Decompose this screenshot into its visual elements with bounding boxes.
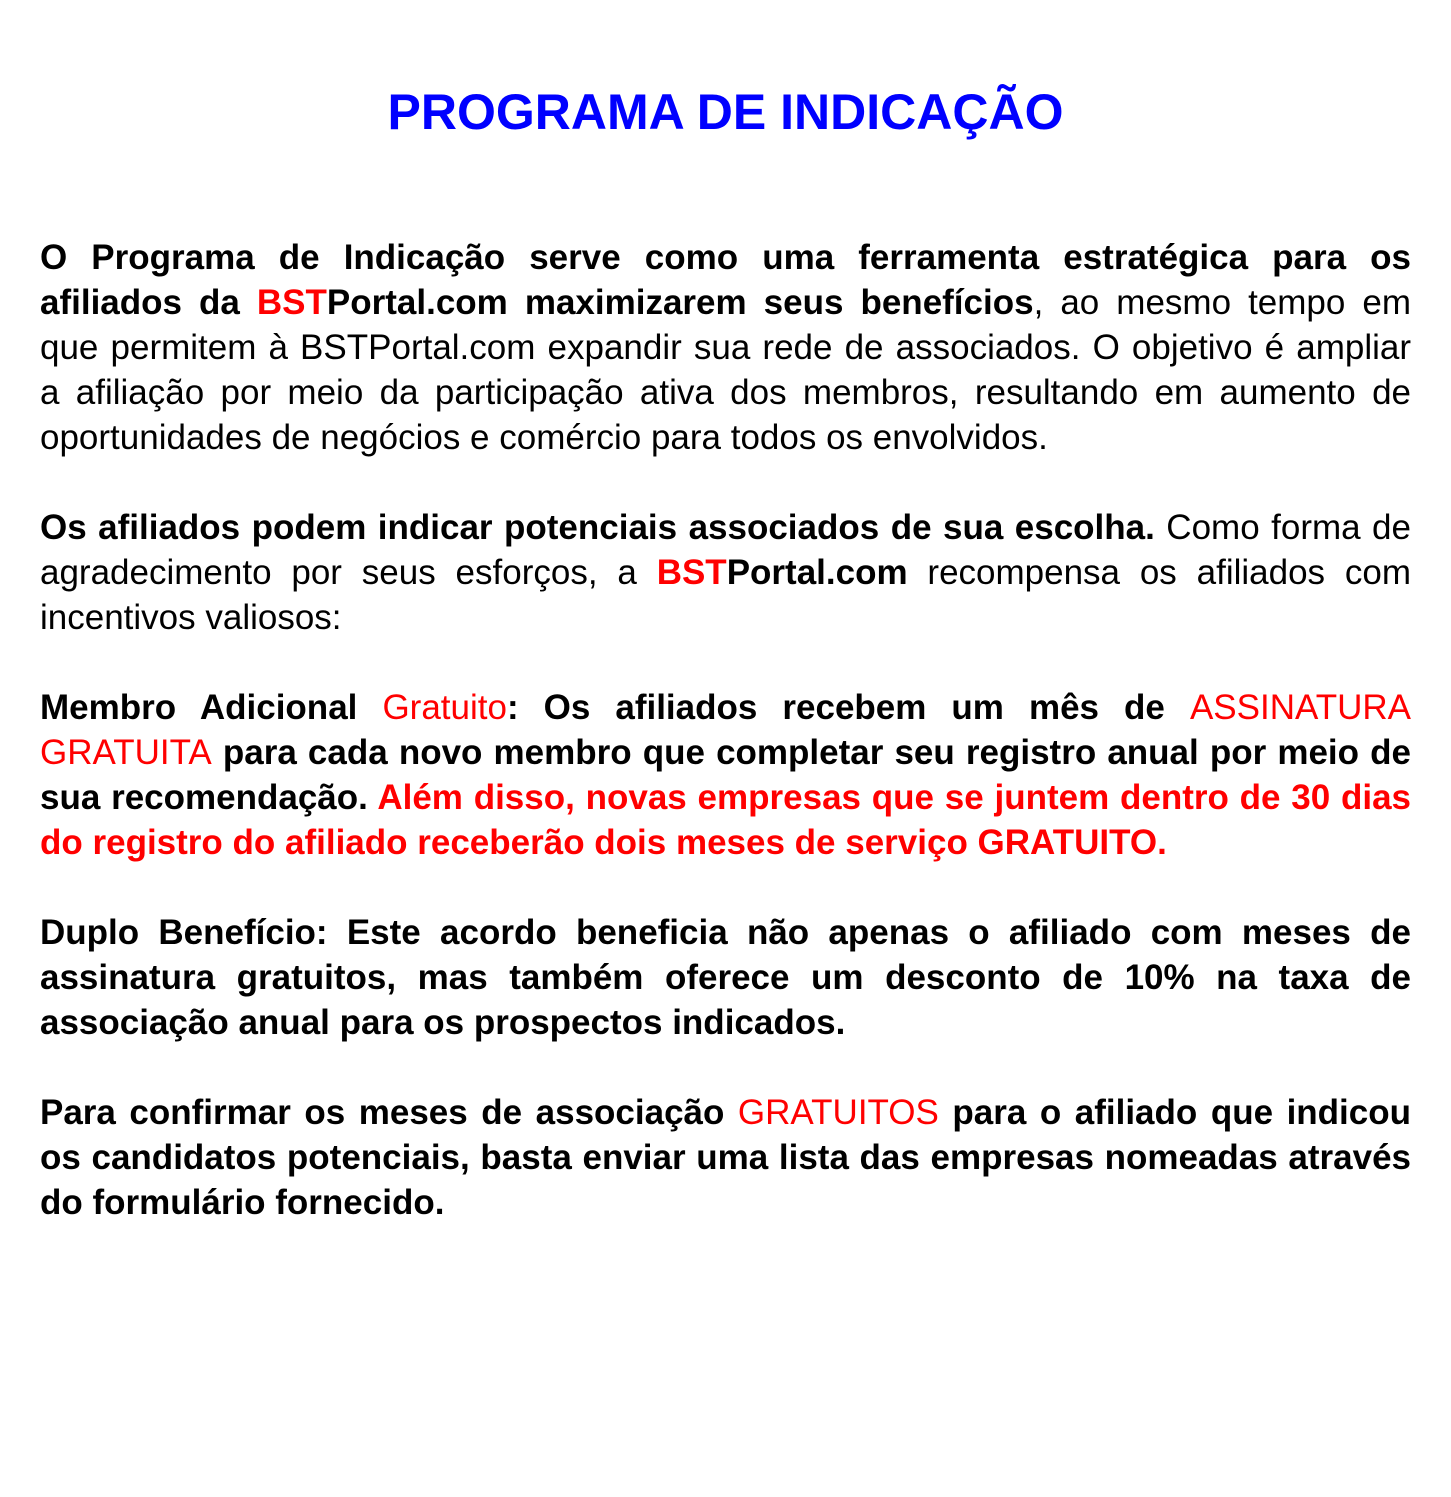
confirm-bold-tail: para o afiliado que indicou os candidatos potenciais, basta enviar uma lista das empresas nomeadas através do formulário fornecido. <box>40 1093 1411 1222</box>
free-member-label: Membro Adicional <box>40 688 383 727</box>
free-member-colon-text: : Os afiliados recebem um mês de <box>506 688 1190 727</box>
paragraph-free-member <box>40 685 1411 865</box>
document-page <box>40 0 1411 1225</box>
gratuitos-highlight: GRATUITOS <box>737 1093 939 1132</box>
new-companies-highlight: Além disso, novas empresas que se juntem dentro de 30 dias do registro do afiliado receberão dois meses de serviço GRATUITO. <box>40 778 1411 862</box>
free-member-bold-mid: para cada novo membro que completar seu registro anual por meio de sua recomendação. <box>40 733 1411 817</box>
free-member-label-red: Gratuito <box>382 688 507 727</box>
page-title: PROGRAMA DE INDICAÇÃO <box>387 84 1064 140</box>
affiliates-bold-lead: Os afiliados podem indicar potenciais associados de sua escolha. <box>40 508 1155 547</box>
paragraph-confirm <box>40 1090 1411 1225</box>
affiliates-body-end: recompensa os afiliados com incentivos valiosos: <box>40 553 1412 637</box>
intro-body-text: , ao mesmo tempo em que permitem à BSTPortal.com expandir sua rede de associados. O objetivo é ampliar a afiliação por meio da participação ativa dos membros, resultando em aumento de oportunidades de negócios e comércio para todos os envolvidos. <box>40 283 1412 457</box>
free-subscription-highlight: ASSINATURA GRATUITA <box>40 688 1411 772</box>
affiliates-body-mid: Como forma de agradecimento por seus esforços, a <box>40 508 1411 592</box>
brand-name-red: BST <box>656 553 727 592</box>
intro-bold-tail: maximizarem seus benefícios <box>507 283 1034 322</box>
intro-bold-lead: O Programa de Indicação serve como uma ferramenta estratégica para os afiliados da <box>40 238 1411 322</box>
paragraph-intro <box>40 235 1411 460</box>
paragraph-double-benefit: Duplo Benefício: Este acordo beneficia não apenas o afiliado com meses de assinatura gratuitos, mas também oferece um desconto de 10% na taxa de associação anual para os prospectos indicados. <box>40 913 1411 1042</box>
brand-name-black: Portal.com <box>326 283 508 322</box>
confirm-bold-lead: Para confirmar os meses de associação <box>40 1093 738 1132</box>
paragraph-affiliates <box>40 505 1411 640</box>
brand-name-red: BST <box>256 283 327 322</box>
brand-name-black: Portal.com <box>726 553 908 592</box>
